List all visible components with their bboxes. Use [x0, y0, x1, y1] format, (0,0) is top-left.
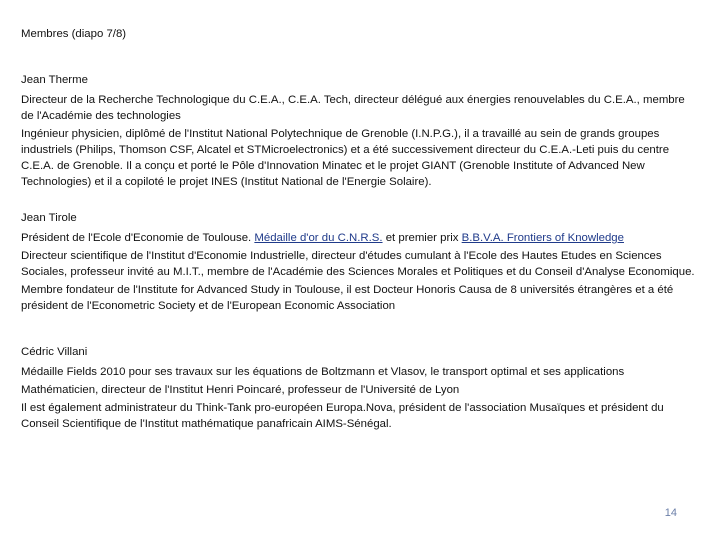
member-villani-line-3: Il est également administrateur du Think-Tank pro-européen Europa.Nova, président de l'association Musaïques et président du Conseil Scientifique de l'Institut mathématique panafricain AIMS-Sénégal. [21, 402, 664, 430]
member-tirole-line-2: Directeur scientifique de l'Institut d'Economie Industrielle, directeur d'études cumulant à l'Ecole des Hautes Etudes en Sciences Sociales, professeur invité au M.I.T., membre de l'Académie des Sciences Morales et Politiques et du Conseil d'Analyse Economique. [21, 250, 695, 278]
member-therme-line-1: Directeur de la Recherche Technologique du C.E.A., C.E.A. Tech, directeur délégué aux énergies renouvelables du C.E.A., membre de l'Académie des technologies [21, 94, 685, 122]
member-name-villani: Cédric Villani [21, 346, 88, 358]
bbva-prize-link[interactable]: B.B.V.A. Frontiers of Knowledge [461, 232, 624, 244]
tirole-text-prefix: Président de l'Ecole d'Economie de Toulouse. [21, 232, 255, 244]
page-number: 14 [664, 507, 677, 519]
slide-content [21, 26, 699, 432]
member-name-tirole: Jean Tirole [21, 212, 77, 224]
member-tirole-line-1 [21, 230, 699, 246]
member-villani-line-1: Médaille Fields 2010 pour ses travaux sur les équations de Boltzmann et Vlasov, le transport optimal et ses applications [21, 366, 625, 378]
member-tirole-line-3: Membre fondateur de l'Institute for Advanced Study in Toulouse, il est Docteur Honoris Causa de 8 universités étrangères et a été président de l'Econometric Society et de l'European Economic Association [21, 284, 674, 312]
tirole-text-mid: et premier prix [382, 232, 462, 244]
cnrs-medal-link[interactable]: Médaille d'or du C.N.R.S. [254, 232, 383, 244]
member-therme-line-2: Ingénieur physicien, diplômé de l'Institut National Polytechnique de Grenoble (I.N.P.G.), il a travaillé au sein de grands groupes industriels (Philips, Thomson CSF, Alcatel et STMicroelectronics) et a été successivement directeur du C.E.A.-Leti puis du centre C.E.A. de Grenoble. Il a conçu et porté le Pôle d'Innovation Minatec et le projet GIANT (Grenoble Institute of Advanced New Technologies) et il a copiloté le projet INES (Institut National de l'Energie Solaire). [21, 128, 670, 188]
slide-title: Membres (diapo 7/8) [21, 28, 127, 40]
member-villani-line-2: Mathématicien, directeur de l'Institut Henri Poincaré, professeur de l'Université de Lyon [21, 384, 460, 396]
member-name-therme: Jean Therme [21, 74, 88, 86]
